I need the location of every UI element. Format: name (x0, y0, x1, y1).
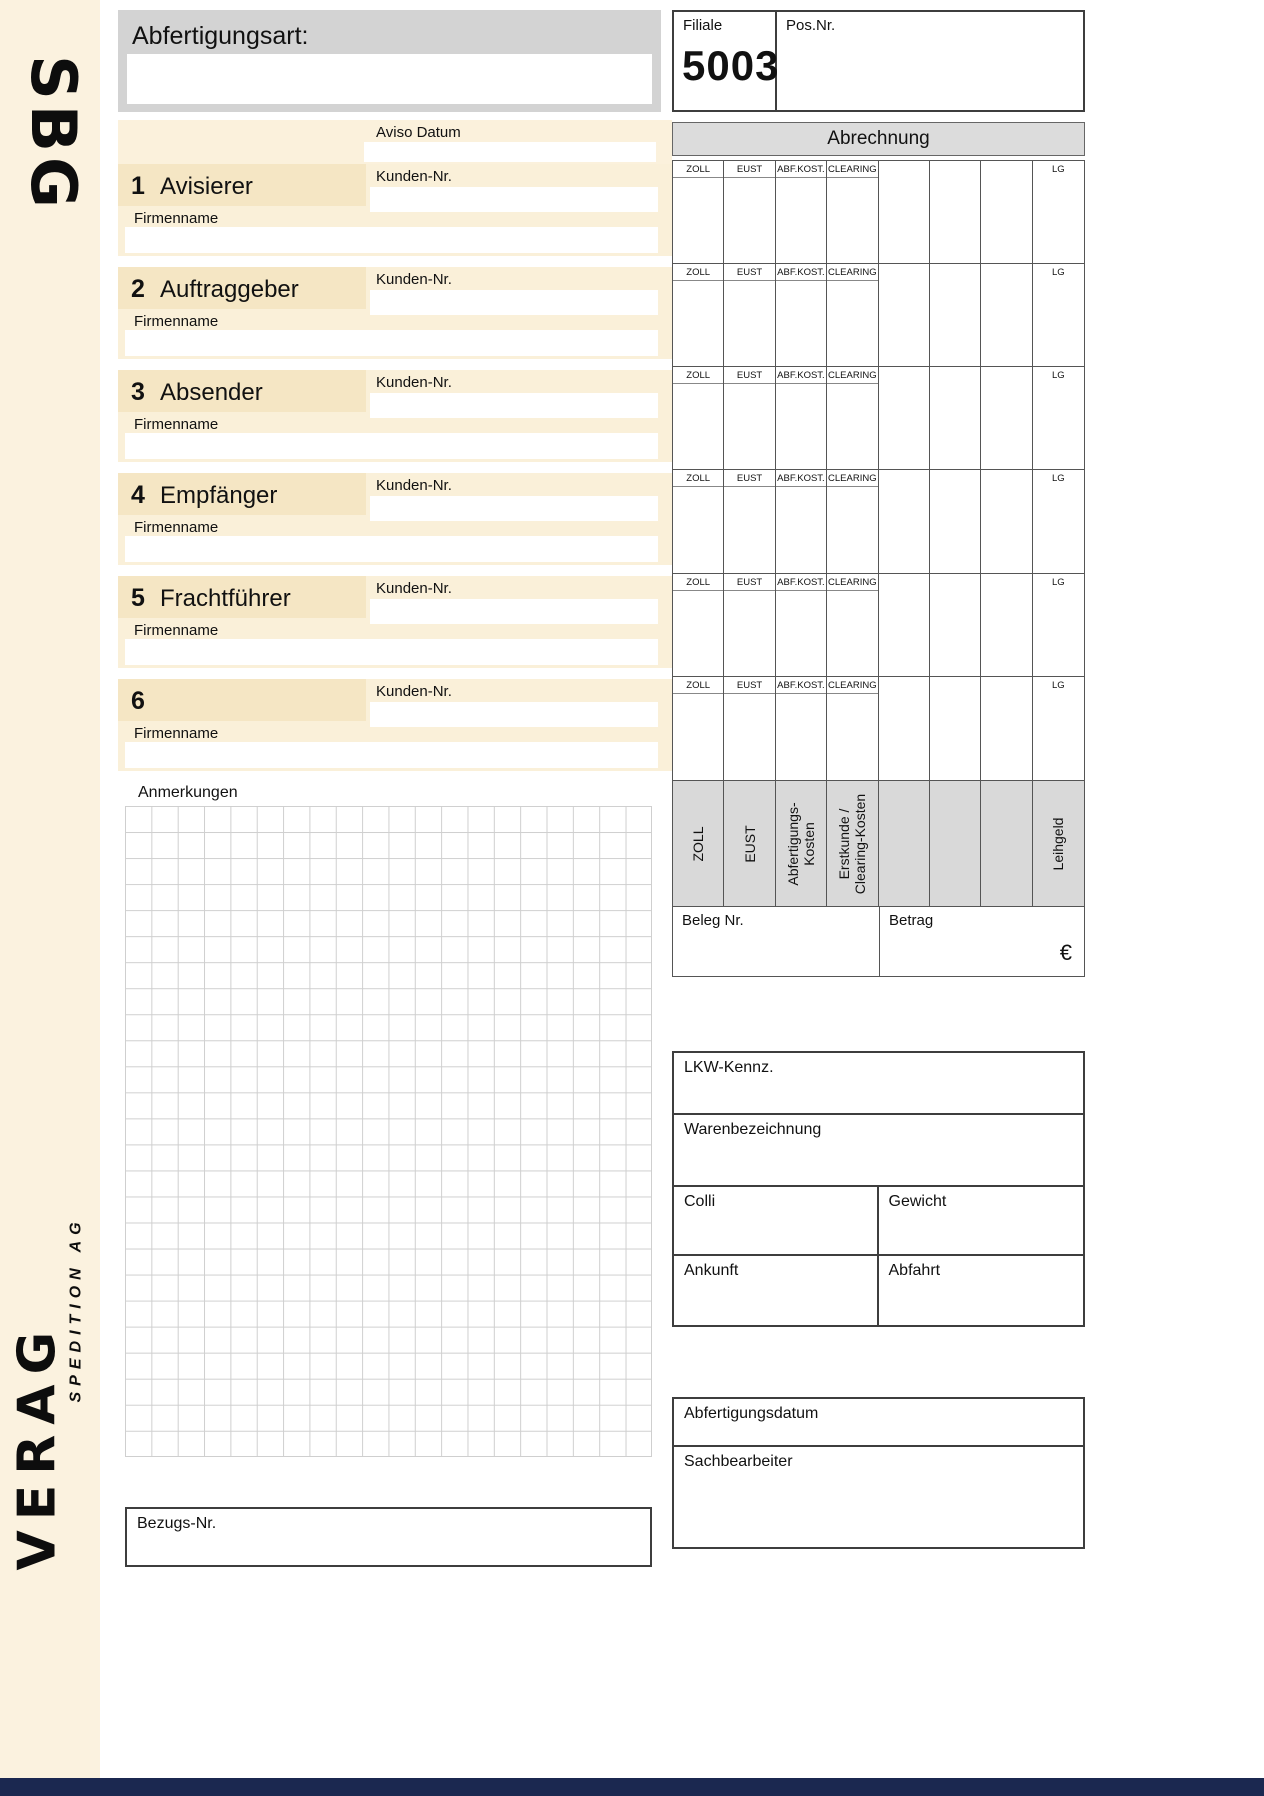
kunden-nr-label: Kunden-Nr. (376, 271, 452, 288)
beleg-nr-label: Beleg Nr. (682, 912, 744, 929)
aviso-section (118, 120, 672, 164)
abfertigungsart-input[interactable] (127, 54, 652, 104)
col-label-eust: EUST (724, 677, 774, 694)
party-block-absender (118, 370, 672, 462)
abrechnung-cell-abfkost[interactable] (776, 367, 827, 470)
col-label-abfkost: ABF.KOST. (776, 574, 826, 591)
filiale-posnr-section (672, 10, 1085, 112)
abfertigungsdatum-field[interactable] (674, 1399, 1083, 1447)
abrechnung-cell-blank[interactable] (981, 367, 1032, 470)
abrechnung-cell-eust[interactable] (724, 264, 775, 367)
party-band (118, 370, 366, 412)
colli-label: Colli (684, 1193, 716, 1210)
gewicht-field[interactable] (879, 1187, 1084, 1254)
firmenname-label: Firmenname (134, 313, 219, 330)
col-label-abfkost: ABF.KOST. (776, 677, 826, 694)
posnr-field[interactable] (777, 12, 1083, 110)
abrechnung-cell-abfkost[interactable] (776, 470, 827, 573)
filiale-label: Filiale (683, 17, 723, 34)
footer-col-leihgeld (1033, 781, 1084, 906)
warenbezeichnung-label: Warenbezeichnung (684, 1121, 822, 1138)
abrechnung-cell-zoll[interactable] (673, 161, 724, 264)
abrechnung-cell-blank[interactable] (879, 677, 930, 780)
euro-symbol: € (1059, 940, 1072, 965)
abrechnung-cell-lg[interactable] (1033, 677, 1084, 780)
kunden-nr-input[interactable] (370, 290, 658, 315)
firmenname-label: Firmenname (134, 210, 219, 227)
party-band (118, 267, 366, 309)
verag-logo-subtext: SPEDITION AG (67, 1216, 85, 1403)
col-label-eust: EUST (724, 367, 774, 384)
party-band (118, 576, 366, 618)
abrechnung-cell-zoll[interactable] (673, 470, 724, 573)
anmerkungen-label: Anmerkungen (138, 784, 238, 801)
kunden-nr-label: Kunden-Nr. (376, 580, 452, 597)
col-label-zoll: ZOLL (673, 264, 723, 281)
col-label-clearing: CLEARING (827, 470, 877, 487)
sachbearbeiter-field[interactable] (674, 1447, 1083, 1547)
abrechnung-cell-eust[interactable] (724, 161, 775, 264)
abrechnung-cell-blank[interactable] (981, 574, 1032, 677)
kunden-nr-input[interactable] (370, 599, 658, 624)
abfahrt-field[interactable] (879, 1256, 1084, 1325)
abrechnung-cell-blank[interactable] (930, 264, 981, 367)
filiale-value: 5003 (682, 42, 780, 89)
abrechnung-table (672, 160, 1085, 781)
abrechnung-cell-zoll[interactable] (673, 677, 724, 780)
abrechnung-cell-abfkost[interactable] (776, 677, 827, 780)
firmenname-label: Firmenname (134, 725, 219, 742)
warenbezeichnung-field[interactable] (674, 1115, 1083, 1187)
col-label-lg: LG (1051, 473, 1065, 485)
party-role-label: Frachtführer (160, 585, 291, 612)
footer-col-clearingkosten (827, 781, 878, 906)
abrechnung-cell-clearing[interactable] (827, 677, 878, 780)
abfertigungskosten-vertical-label: Abfertigungs-Kosten (784, 801, 817, 886)
col-label-abfkost: ABF.KOST. (776, 264, 826, 281)
col-label-eust: EUST (724, 161, 774, 178)
sbg-logo: SBG (17, 55, 90, 213)
abrechnung-cell-blank[interactable] (981, 161, 1032, 264)
aviso-datum-label: Aviso Datum (376, 124, 461, 141)
abrechnung-cell-blank[interactable] (981, 470, 1032, 573)
abrechnung-title: Abrechnung (827, 128, 930, 149)
betrag-label: Betrag (889, 912, 934, 929)
footer-col-zoll (673, 781, 724, 906)
party-block-avisierer (118, 164, 672, 256)
abfertigungsdatum-label: Abfertigungsdatum (684, 1405, 819, 1422)
eust-vertical-label: EUST (741, 824, 758, 863)
firmenname-input[interactable] (125, 330, 658, 356)
footer-col-blank (981, 781, 1032, 906)
col-label-clearing: CLEARING (827, 367, 877, 384)
abfahrt-label: Abfahrt (888, 1262, 941, 1279)
abrechnung-cell-eust[interactable] (724, 367, 775, 470)
abrechnung-cell-blank[interactable] (930, 161, 981, 264)
party-band (118, 164, 366, 206)
kunden-nr-input[interactable] (370, 187, 658, 212)
col-label-eust: EUST (724, 574, 774, 591)
clearingkosten-vertical-label: Erstkunde / Clearing-Kosten (836, 793, 869, 894)
abrechnung-cell-blank[interactable] (879, 470, 930, 573)
kunden-nr-input[interactable] (370, 496, 658, 521)
col-label-lg: LG (1051, 164, 1065, 175)
firmenname-label: Firmenname (134, 416, 219, 433)
abrechnung-cell-zoll[interactable] (673, 574, 724, 677)
verag-logo (7, 1211, 95, 1571)
kunden-nr-input[interactable] (370, 393, 658, 418)
colli-gewicht-row (674, 1187, 1083, 1256)
party-block-6 (118, 679, 672, 771)
abrechnung-cell-blank[interactable] (879, 367, 930, 470)
col-label-zoll: ZOLL (673, 677, 723, 694)
col-label-eust: EUST (724, 264, 774, 281)
party-number: 3 (131, 378, 145, 406)
abrechnung-cell-blank[interactable] (930, 677, 981, 780)
filiale-cell (674, 12, 780, 110)
party-number: 4 (131, 481, 145, 509)
party-block-frachtfuehrer (118, 576, 672, 668)
party-band (118, 679, 366, 721)
abrechnung-cell-blank[interactable] (930, 367, 981, 470)
lkw-kennz-label: LKW-Kennz. (684, 1059, 774, 1076)
party-number: 1 (131, 172, 145, 200)
col-label-abfkost: ABF.KOST. (776, 367, 826, 384)
kunden-nr-input[interactable] (370, 702, 658, 727)
abrechnung-header (672, 122, 1085, 156)
party-block-auftraggeber (118, 267, 672, 359)
verag-logo-text: VERAG (7, 1321, 68, 1571)
colli-field[interactable] (674, 1187, 879, 1254)
col-label-abfkost: ABF.KOST. (776, 470, 826, 487)
abrechnung-cell-abfkost[interactable] (776, 264, 827, 367)
aviso-datum-input[interactable] (364, 142, 656, 162)
footer-col-blank (930, 781, 981, 906)
firmenname-label: Firmenname (134, 622, 219, 639)
bezugs-nr-label: Bezugs-Nr. (137, 1515, 217, 1532)
betrag-field[interactable] (880, 907, 1084, 976)
abrechnung-cell-clearing[interactable] (827, 367, 878, 470)
firmenname-input[interactable] (125, 433, 658, 459)
col-label-zoll: ZOLL (673, 470, 723, 487)
kunden-nr-label: Kunden-Nr. (376, 477, 452, 494)
anmerkungen-grid-area[interactable] (125, 806, 652, 1457)
abrechnung-cell-clearing[interactable] (827, 264, 878, 367)
abrechnung-cell-lg[interactable] (1033, 367, 1084, 470)
footer-col-blank (879, 781, 930, 906)
kunden-nr-label: Kunden-Nr. (376, 168, 452, 185)
kunden-nr-label: Kunden-Nr. (376, 374, 452, 391)
party-number: 6 (131, 687, 145, 715)
bottom-bar (0, 1778, 1264, 1796)
footer-col-abfkosten (776, 781, 827, 906)
abrechnung-cell-blank[interactable] (879, 574, 930, 677)
abrechnung-cell-abfkost[interactable] (776, 161, 827, 264)
abrechnung-cell-eust[interactable] (724, 470, 775, 573)
abrechnung-cell-zoll[interactable] (673, 264, 724, 367)
col-label-lg: LG (1051, 370, 1065, 382)
abrechnung-cell-blank[interactable] (930, 470, 981, 573)
zoll-vertical-label: ZOLL (690, 826, 707, 862)
col-label-zoll: ZOLL (673, 367, 723, 384)
firmenname-input[interactable] (125, 227, 658, 253)
col-label-clearing: CLEARING (827, 264, 877, 281)
abrechnung-cell-blank[interactable] (930, 574, 981, 677)
col-label-zoll: ZOLL (673, 161, 723, 178)
ankunft-field[interactable] (674, 1256, 879, 1325)
abrechnung-cell-clearing[interactable] (827, 161, 878, 264)
abrechnung-cell-abfkost[interactable] (776, 574, 827, 677)
col-label-lg: LG (1051, 679, 1065, 691)
beleg-betrag-section (672, 907, 1085, 977)
party-role-label: Auftraggeber (160, 276, 299, 303)
abrechnung-cell-blank[interactable] (879, 161, 930, 264)
col-label-clearing: CLEARING (827, 677, 877, 694)
party-role-label: Empfänger (160, 482, 278, 509)
col-label-abfkost: ABF.KOST. (776, 161, 826, 178)
col-label-eust: EUST (724, 470, 774, 487)
party-block-empfaenger (118, 473, 672, 565)
firmenname-input[interactable] (125, 742, 658, 768)
col-label-lg: LG (1051, 267, 1065, 279)
col-label-lg: LG (1051, 576, 1065, 588)
abfertigungsart-label: Abfertigungsart: (132, 22, 309, 50)
ankunft-label: Ankunft (684, 1262, 739, 1279)
abrechnung-cell-eust[interactable] (724, 677, 775, 780)
col-label-clearing: CLEARING (827, 161, 877, 178)
abrechnung-cell-lg[interactable] (1033, 470, 1084, 573)
abrechnung-cell-lg[interactable] (1033, 161, 1084, 264)
gewicht-label: Gewicht (888, 1193, 947, 1210)
leihgeld-vertical-label: Leihgeld (1050, 817, 1067, 870)
firmenname-input[interactable] (125, 639, 658, 665)
col-label-zoll: ZOLL (673, 574, 723, 591)
party-role-label: Avisierer (160, 173, 253, 200)
abrechnung-cell-eust[interactable] (724, 574, 775, 677)
lkw-kennz-field[interactable] (674, 1053, 1083, 1115)
abrechnung-cell-blank[interactable] (879, 264, 930, 367)
party-band (118, 473, 366, 515)
footer-col-eust (724, 781, 775, 906)
bezugs-nr-field[interactable] (125, 1507, 652, 1567)
abrechnung-cell-blank[interactable] (981, 264, 1032, 367)
abrechnung-cell-blank[interactable] (981, 677, 1032, 780)
abrechnung-cell-lg[interactable] (1033, 574, 1084, 677)
sidebar (0, 0, 100, 1778)
party-number: 2 (131, 275, 145, 303)
abrechnung-cell-clearing[interactable] (827, 574, 878, 677)
abrechnung-cell-lg[interactable] (1033, 264, 1084, 367)
abrechnung-cell-zoll[interactable] (673, 367, 724, 470)
abrechnung-cell-clearing[interactable] (827, 470, 878, 573)
beleg-nr-field[interactable] (673, 907, 880, 976)
col-label-clearing: CLEARING (827, 574, 877, 591)
cargo-section (672, 1051, 1085, 1327)
processing-section (672, 1397, 1085, 1549)
party-role-label: Absender (160, 379, 263, 406)
abrechnung-footer (672, 781, 1085, 907)
ankunft-abfahrt-row (674, 1256, 1083, 1325)
party-number: 5 (131, 584, 145, 612)
firmenname-label: Firmenname (134, 519, 219, 536)
firmenname-input[interactable] (125, 536, 658, 562)
kunden-nr-label: Kunden-Nr. (376, 683, 452, 700)
abfertigungsart-section (118, 10, 661, 112)
posnr-label: Pos.Nr. (786, 17, 836, 34)
sachbearbeiter-label: Sachbearbeiter (684, 1453, 793, 1470)
